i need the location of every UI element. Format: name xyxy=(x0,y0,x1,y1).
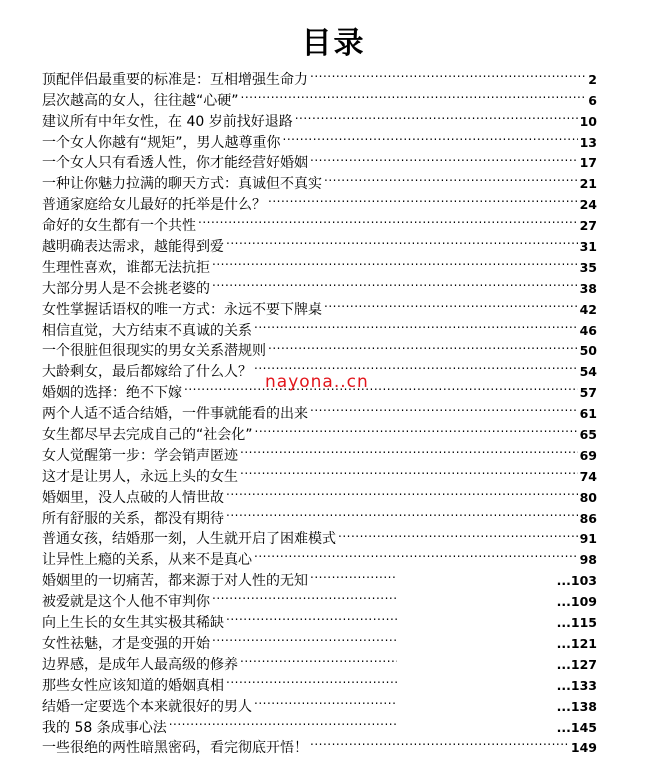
toc-entry-page-number: 149 xyxy=(570,740,597,756)
toc-dot-leader xyxy=(212,251,578,272)
toc-dot-leader xyxy=(212,585,397,606)
toc-entry-title: 女性祛魅，才是变强的开始 xyxy=(42,635,210,652)
toc-dot-leader xyxy=(338,523,578,544)
table-of-contents xyxy=(42,63,597,757)
toc-entry-title: 一个女人只有看透人性，你才能经营好婚姻 xyxy=(42,155,308,172)
toc-dot-leader xyxy=(283,126,578,147)
toc-entry-title: 向上生长的女生其实极其稀缺 xyxy=(42,615,224,632)
toc-entry-title: 一个女人你越有“规矩”，男人越尊重你 xyxy=(42,134,281,151)
toc-entry-title: 结婚一定要选个本来就很好的男人 xyxy=(42,698,252,715)
toc-entry-page-number: 61 xyxy=(579,406,597,422)
toc-entry-title: 顶配伴侣最重要的标准是：互相增强生命力 xyxy=(42,71,308,88)
toc-dot-leader xyxy=(254,314,578,335)
toc-entry-title: 相信直觉，大方结束不真诚的关系 xyxy=(42,322,252,339)
toc-dot-leader xyxy=(310,564,397,585)
toc-entry-page-number: 98 xyxy=(579,552,597,568)
toc-entry-page-number: 54 xyxy=(579,364,597,380)
toc-entry-page-number: 65 xyxy=(579,427,597,443)
toc-dot-leader xyxy=(324,293,578,314)
toc-dot-leader xyxy=(240,439,578,460)
watermark: nayona..cn xyxy=(265,372,369,392)
toc-dot-leader xyxy=(254,543,578,564)
toc-entry-page-number: 17 xyxy=(579,155,597,171)
toc-entry-page-number: 57 xyxy=(579,385,597,401)
toc-dot-leader xyxy=(295,105,578,126)
toc-dot-leader xyxy=(198,209,578,230)
toc-dot-leader xyxy=(240,460,578,481)
toc-dot-leader xyxy=(310,63,586,84)
toc-entry-title: 建议所有中年女性，在 40 岁前找好退路 xyxy=(42,113,293,130)
toc-entry-title: 女生都尽早去完成自己的“社会化” xyxy=(42,427,253,444)
toc-dot-leader xyxy=(254,690,397,711)
toc-entry-title: 婚姻的选择：绝不下嫁 xyxy=(42,385,182,402)
toc-entry-title: 女人觉醒第一步：学会销声匿迹 xyxy=(42,447,238,464)
toc-entry-title: 命好的女生都有一个共性 xyxy=(42,218,196,235)
toc-entry-title: 层次越高的女人，往往越“心硬” xyxy=(42,92,239,109)
toc-entry-page-number: ... 145 xyxy=(557,718,597,739)
toc-dot-leader xyxy=(324,167,578,188)
toc-entry-title: 普通女孩，结婚那一刻，人生就开启了困难模式 xyxy=(42,531,336,548)
toc-entry-page-number: ... 115 xyxy=(557,613,597,634)
toc-dot-leader xyxy=(226,502,578,523)
toc-entry-title: 边界感，是成年人最高级的修养 xyxy=(42,656,238,673)
toc-dot-leader xyxy=(184,376,578,397)
toc-entry-title: 那些女性应该知道的婚姻真相 xyxy=(42,677,224,694)
toc-entry-page-number: ... 109 xyxy=(557,592,597,613)
toc-entry-title: 这才是让男人，永远上头的女生 xyxy=(42,468,238,485)
toc-entry-page-number: 2 xyxy=(588,71,597,87)
toc-dot-leader xyxy=(212,627,397,648)
toc-entry-page-number: 10 xyxy=(579,113,597,129)
toc-dot-leader xyxy=(169,711,397,732)
toc-entry-page-number: 13 xyxy=(579,134,597,150)
toc-dot-leader xyxy=(255,418,578,439)
toc-entry-page-number: 42 xyxy=(579,301,597,317)
toc-entry-page-number: 21 xyxy=(579,176,597,192)
toc-entry-page-number: 35 xyxy=(579,259,597,275)
toc-entry-page-number: 74 xyxy=(579,468,597,484)
toc-entry-page-number: 80 xyxy=(579,489,597,505)
toc-entry-title: 一个很脏但很现实的男女关系潜规则 xyxy=(42,343,266,360)
toc-dot-leader xyxy=(310,732,569,753)
toc-entry-title: 婚姻里的一切痛苦，都来源于对人性的无知 xyxy=(42,573,308,590)
toc-entry-page-number: ... 103 xyxy=(557,571,597,592)
toc-entry-title: 一种让你魅力拉满的聊天方式：真诚但不真实 xyxy=(42,176,322,193)
toc-dot-leader xyxy=(240,648,397,669)
toc-entry-title: 所有舒服的关系，都没有期待 xyxy=(42,510,224,527)
toc-entry-title: 女性掌握话语权的唯一方式：永远不要下牌桌 xyxy=(42,301,322,318)
toc-entry-title: 婚姻里，没人点破的人情世故 xyxy=(42,489,224,506)
toc-entry-title: 大部分男人是不会挑老婆的 xyxy=(42,280,210,297)
toc-entry-page-number: 50 xyxy=(579,343,597,359)
toc-entry-page-number: 86 xyxy=(579,510,597,526)
toc-entry-title: 被爱就是这个人他不审判你 xyxy=(42,594,210,611)
toc-entry-title: 生理性喜欢，谁都无法抗拒 xyxy=(42,259,210,276)
toc-dot-leader xyxy=(268,335,578,356)
toc-entry-page-number: 27 xyxy=(579,218,597,234)
toc-dot-leader xyxy=(226,481,578,502)
toc-entry-title: 一些很绝的两性暗黑密码，看完彻底开悟！ xyxy=(42,740,308,757)
toc-entry-title: 普通家庭给女儿最好的托举是什么？ xyxy=(42,197,266,214)
toc-entry-title: 越明确表达需求，越能得到爱 xyxy=(42,239,224,256)
toc-entry[interactable] xyxy=(42,63,597,88)
toc-entry-page-number: 91 xyxy=(579,531,597,547)
toc-dot-leader xyxy=(226,606,397,627)
toc-entry-page-number: 6 xyxy=(588,92,597,108)
toc-dot-leader xyxy=(241,84,587,105)
toc-entry-title: 让异性上瘾的关系，从来不是真心 xyxy=(42,552,252,569)
toc-entry-page-number: 38 xyxy=(579,280,597,296)
toc-dot-leader xyxy=(310,147,578,168)
toc-dot-leader xyxy=(226,669,397,690)
toc-dot-leader xyxy=(310,397,578,418)
toc-entry-page-number: 24 xyxy=(579,197,597,213)
toc-entry-title: 我的 58 条成事心法 xyxy=(42,719,167,736)
page-title: 目录 xyxy=(301,26,366,61)
toc-entry-page-number: 46 xyxy=(579,322,597,338)
toc-dot-leader xyxy=(226,230,578,251)
toc-entry-page-number: ... 127 xyxy=(557,655,597,676)
toc-entry-page-number: 69 xyxy=(579,447,597,463)
toc-entry-title: 大龄剩女，最后都嫁给了什么人？ xyxy=(42,364,252,381)
toc-entry-title: 两个人适不适合结婚，一件事就能看的出来 xyxy=(42,406,308,423)
toc-entry-page-number: 31 xyxy=(579,239,597,255)
toc-dot-leader xyxy=(212,272,578,293)
toc-entry-page-number: ... 138 xyxy=(557,697,597,718)
toc-dot-leader xyxy=(268,188,578,209)
toc-entry-page-number: ... 133 xyxy=(557,676,597,697)
toc-entry-page-number: ... 121 xyxy=(557,634,597,655)
